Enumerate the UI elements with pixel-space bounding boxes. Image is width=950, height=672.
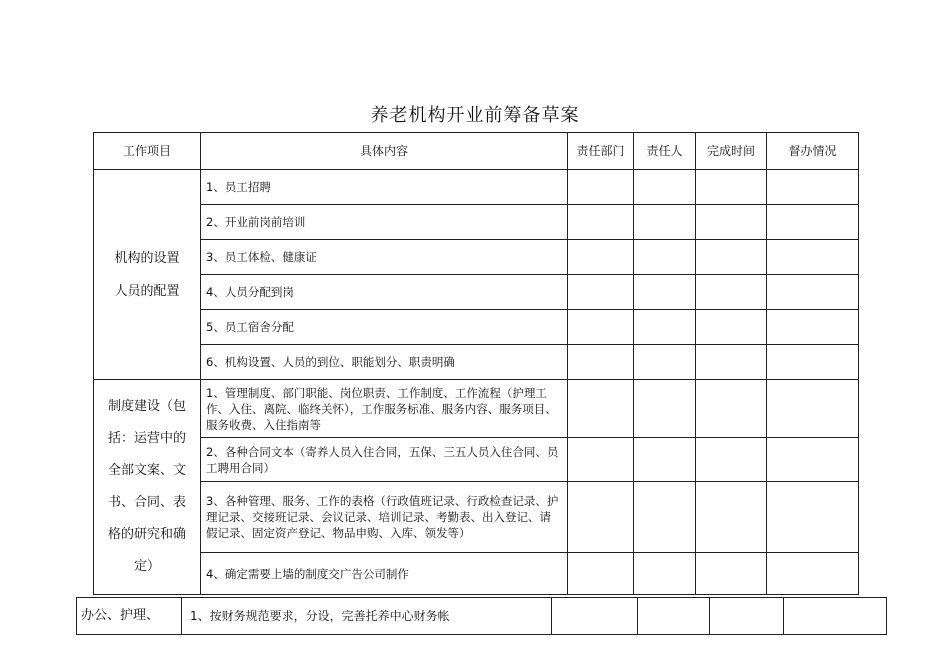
category-line: 制度建设（包 [107,399,186,414]
header-deadline: 完成时间 [696,133,767,170]
cell-owner [634,205,696,240]
cell-deadline [710,598,784,635]
item-content: 4、确定需要上墙的制度交广告公司制作 [201,553,568,595]
table-row [94,170,859,205]
item-content: 4、人员分配到岗 [201,275,568,310]
cell-owner [634,240,696,275]
category-line: 全部文案、文 [107,463,186,478]
category-line: 格的研究和确 [107,527,186,542]
item-content: 1、按财务规范要求，分设，完善托养中心财务帐 [182,598,552,635]
cell-supervision [767,482,859,553]
item-content: 2、各种合同文本（寄养人员入住合同，五保、三五人员入住合同、员工聘用合同） [201,438,568,482]
category-line: 书、合同、表 [107,495,186,510]
item-content: 3、员工体检、健康证 [201,240,568,275]
item-content: 2、开业前岗前培训 [201,205,568,240]
header-content: 具体内容 [201,133,568,170]
cell-deadline [696,438,767,482]
cell-supervision [767,170,859,205]
item-content: 6、机构设置、人员的到位、职能划分、职责明确 [201,345,568,380]
cell-deadline [696,482,767,553]
cell-department [568,205,634,240]
cell-supervision [767,205,859,240]
cell-owner [634,170,696,205]
cell-department [568,553,634,595]
item-content: 1、员工招聘 [201,170,568,205]
cell-owner [634,553,696,595]
cell-deadline [696,380,767,438]
page-title: 养老机构开业前筹备草案 [370,105,580,126]
plan-table [93,132,859,595]
cell-department [568,438,634,482]
cell-deadline [696,205,767,240]
cell-deadline [696,275,767,310]
header-department: 责任部门 [568,133,634,170]
item-content: 1、管理制度、部门职能、岗位职责、工作制度、工作流程（护理工作、入住、离院、临终关怀），工作服务标准、服务内容、服务项目、服务收费、入住指南等 [201,380,568,438]
cell-owner [634,345,696,380]
cell-department [568,275,634,310]
cell-supervision [784,598,887,635]
table-row [94,310,859,345]
category-line: 机构的设置 [114,250,180,266]
cell-owner [634,310,696,345]
category-staffing [94,170,201,380]
table-row [94,275,859,310]
table-row [94,240,859,275]
cell-deadline [696,240,767,275]
cell-supervision [767,438,859,482]
plan-table-continued [76,597,887,635]
table-row [94,205,859,240]
table-row [94,380,859,438]
cell-department [568,482,634,553]
header-supervision: 督办情况 [767,133,859,170]
cell-department [568,345,634,380]
cell-owner [634,275,696,310]
cell-owner [634,482,696,553]
category-office: 办公、护理、 [77,598,182,635]
cell-deadline [696,310,767,345]
category-rules [94,380,201,595]
cell-supervision [767,345,859,380]
table-row [94,345,859,380]
cell-deadline [696,170,767,205]
item-content: 3、各种管理、服务、工作的表格（行政值班记录、行政检查记录、护理记录、交接班记录、会议记录、培训记录、考勤表、出入登记、请假记录、固定资产登记、物品申购、入库、领发等） [201,482,568,553]
item-content: 5、员工宿舍分配 [201,310,568,345]
table-header-row [94,133,859,170]
category-line: 人员的配置 [114,283,180,299]
category-line: 定） [133,559,160,574]
cell-owner [634,380,696,438]
cell-owner [638,598,710,635]
table-row [94,482,859,553]
cell-deadline [696,345,767,380]
cell-supervision [767,275,859,310]
cell-supervision [767,380,859,438]
cell-department [552,598,638,635]
header-work-item: 工作项目 [94,133,201,170]
category-line: 括：运营中的 [107,431,186,446]
table-row [94,553,859,595]
cell-supervision [767,310,859,345]
cell-department [568,380,634,438]
cell-owner [634,438,696,482]
cell-department [568,240,634,275]
cell-deadline [696,553,767,595]
cell-supervision [767,240,859,275]
table-row [94,438,859,482]
table-row [77,598,887,635]
cell-department [568,310,634,345]
cell-supervision [767,553,859,595]
header-owner: 责任人 [634,133,696,170]
cell-department [568,170,634,205]
